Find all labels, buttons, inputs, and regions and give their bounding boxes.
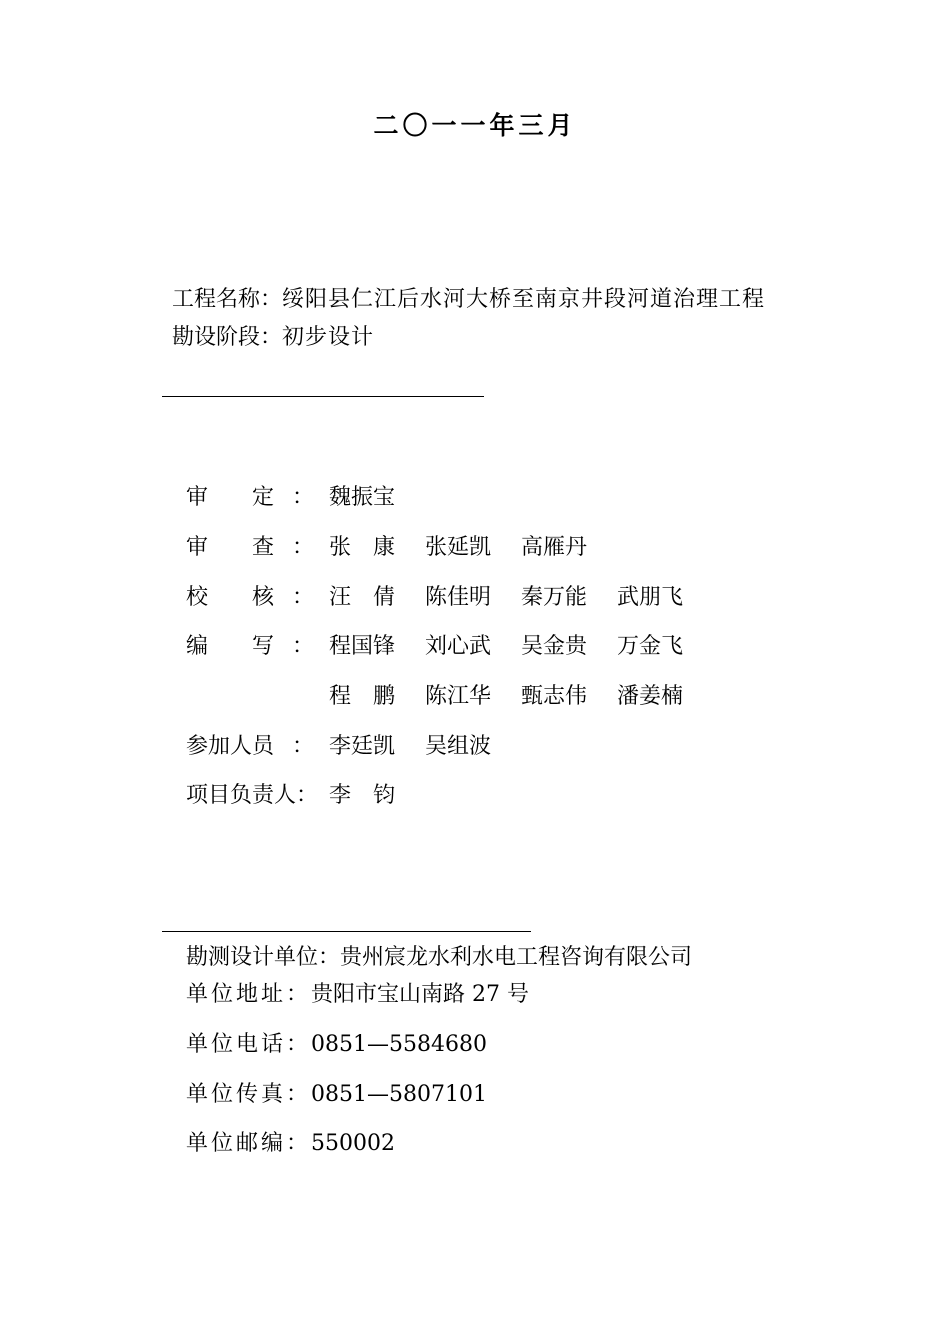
staff-colon: ： bbox=[292, 485, 315, 510]
staff-name: 张延凯 bbox=[425, 535, 492, 560]
unit-postcode-label: 单位邮编： bbox=[186, 1131, 312, 1156]
staff-name: 汪 倩 bbox=[329, 585, 396, 610]
staff-name: 李廷凯 bbox=[329, 734, 396, 759]
staff-name: 魏振宝 bbox=[329, 485, 396, 510]
staff-name: 秦万能 bbox=[521, 585, 588, 610]
divider-line-bottom bbox=[162, 931, 531, 932]
staff-label-check: 校 核 bbox=[186, 585, 275, 610]
project-name-value: 绥阳县仁江后水河大桥至南京井段河道治理工程 bbox=[282, 287, 766, 312]
design-unit-value: 贵州宸龙水利水电工程咨询有限公司 bbox=[340, 945, 693, 970]
document-date: 二〇一一年三月 bbox=[373, 111, 577, 140]
unit-phone-label: 单位电话： bbox=[186, 1032, 312, 1057]
staff-name: 刘心武 bbox=[425, 634, 492, 659]
design-stage-value: 初步设计 bbox=[282, 325, 375, 350]
staff-name: 陈佳明 bbox=[425, 585, 492, 610]
design-stage-line bbox=[172, 322, 374, 353]
design-unit-line bbox=[186, 943, 692, 973]
staff-name: 程国锋 bbox=[329, 634, 396, 659]
staff-name: 李 钧 bbox=[329, 783, 396, 808]
staff-name: 吴金贵 bbox=[521, 634, 588, 659]
design-unit-label: 勘测设计单位： bbox=[186, 945, 341, 970]
staff-name: 陈江华 bbox=[425, 684, 492, 709]
staff-name: 甄志伟 bbox=[521, 684, 588, 709]
staff-name: 吴组波 bbox=[425, 734, 492, 759]
divider-line-top bbox=[162, 396, 484, 397]
unit-address-label: 单位地址： bbox=[186, 982, 312, 1007]
staff-name: 张 康 bbox=[329, 535, 396, 560]
unit-phone-value: 0851—5584680 bbox=[311, 1032, 487, 1057]
staff-label-participants: 参加人员 bbox=[186, 734, 275, 759]
project-name-label: 工程名称： bbox=[172, 287, 283, 312]
unit-fax-line bbox=[186, 1080, 487, 1110]
staff-name: 潘姜楠 bbox=[617, 684, 684, 709]
staff-label-review: 审 查 bbox=[186, 535, 275, 560]
unit-fax-value: 0851—5807101 bbox=[311, 1082, 487, 1107]
unit-postcode-line bbox=[186, 1129, 395, 1159]
unit-postcode-value: 550002 bbox=[311, 1131, 395, 1156]
staff-colon: ： bbox=[292, 634, 315, 659]
unit-address-value: 贵阳市宝山南路 27 号 bbox=[311, 982, 529, 1007]
unit-address-line bbox=[186, 980, 529, 1010]
staff-name: 万金飞 bbox=[617, 634, 684, 659]
staff-name: 武朋飞 bbox=[617, 585, 684, 610]
project-name-line bbox=[172, 284, 765, 315]
staff-colon: ： bbox=[292, 734, 315, 759]
staff-colon: ： bbox=[292, 585, 315, 610]
staff-colon: ： bbox=[292, 535, 315, 560]
staff-label-leader: 项目负责人： bbox=[186, 783, 319, 808]
design-stage-label: 勘设阶段： bbox=[172, 325, 283, 350]
unit-fax-label: 单位传真： bbox=[186, 1082, 312, 1107]
staff-label-write: 编 写 bbox=[186, 634, 275, 659]
staff-name: 程 鹏 bbox=[329, 684, 396, 709]
staff-name: 高雁丹 bbox=[521, 535, 588, 560]
unit-phone-line bbox=[186, 1030, 487, 1060]
staff-label-approve: 审 定 bbox=[186, 485, 275, 510]
